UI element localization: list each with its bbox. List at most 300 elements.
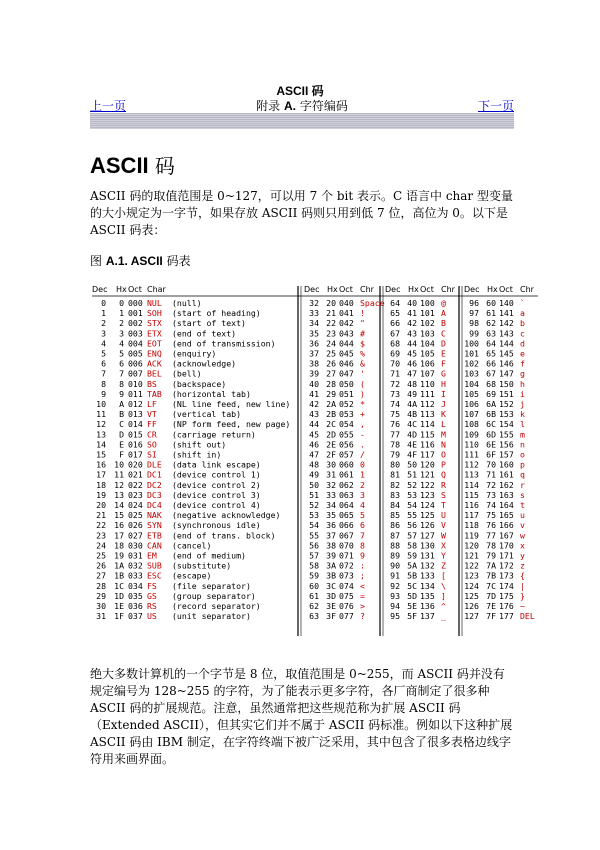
group-32-chr: # <box>360 328 365 339</box>
group-32-hx: 3B <box>326 570 336 581</box>
group-96-dec: 116 <box>464 500 479 510</box>
group-32-chr: & <box>360 358 365 369</box>
group-96-chr: p <box>520 459 525 470</box>
group-96-chr: { <box>520 570 525 581</box>
ctrl-abbr: FF <box>147 419 157 430</box>
header-char: Char <box>147 285 166 294</box>
group-64-chr: E <box>441 348 446 359</box>
group-32-oct: 065 <box>339 510 354 521</box>
ctrl-hx: 2 <box>119 318 124 329</box>
group-96-oct: 152 <box>499 399 514 409</box>
group-64-dec: 86 <box>390 520 400 531</box>
group-32-hx: 3A <box>326 560 336 571</box>
ctrl-dec: 2 <box>101 318 106 329</box>
group-32-chr: ! <box>360 308 365 319</box>
group-96-hx: 78 <box>486 540 496 551</box>
ctrl-oct: 004 <box>128 338 143 349</box>
ctrl-abbr: ESC <box>147 570 162 581</box>
ctrl-desc: (bell) <box>172 368 202 379</box>
group-96-chr: n <box>520 439 525 450</box>
ctrl-oct: 002 <box>128 318 143 329</box>
group-96-chr: t <box>520 500 525 510</box>
group-64-oct: 122 <box>420 479 435 490</box>
group-64-oct: 123 <box>420 489 435 500</box>
group-32-hx: 23 <box>326 328 336 339</box>
group-32-chr: ? <box>360 611 365 622</box>
intro-paragraph: ASCII 码的取值范围是 0~127，可以用 7 个 bit 表示。C 语言中 char 型变量的大小规定为一字节，如果存放 ASCII 码则只用到低 7 位，高位为 0。以下是 ASCII 码表： <box>90 189 513 237</box>
group-96-header-oct: Oct <box>499 285 513 294</box>
group-96-dec: 102 <box>464 358 479 369</box>
group-96-hx: 6D <box>486 429 496 440</box>
ctrl-abbr: EOT <box>147 338 162 349</box>
group-64-header-oct: Oct <box>420 285 434 294</box>
ctrl-hx: 1D <box>114 590 124 601</box>
group-32-chr: < <box>360 580 365 591</box>
group-32-chr: Space <box>360 298 385 308</box>
group-64-dec: 71 <box>390 368 400 379</box>
group-64-chr: O <box>441 449 446 460</box>
ctrl-oct: 030 <box>128 540 143 551</box>
ctrl-desc: (end of trans. block) <box>172 530 276 541</box>
ctrl-abbr: STX <box>147 318 162 329</box>
ctrl-hx: 10 <box>114 459 124 470</box>
group-32-chr: - <box>360 429 365 440</box>
ctrl-abbr: BS <box>147 378 157 389</box>
ctrl-abbr: CR <box>147 429 157 440</box>
ctrl-abbr: GS <box>147 590 157 601</box>
group-32-oct: 053 <box>339 409 354 420</box>
group-96-hx: 7E <box>486 601 496 611</box>
group-64-dec: 91 <box>390 570 400 581</box>
ctrl-dec: 25 <box>96 550 106 561</box>
ctrl-abbr: SYN <box>147 520 162 531</box>
group-32-oct: 043 <box>339 328 354 339</box>
group-96-chr: v <box>520 520 525 531</box>
group-96-oct: 160 <box>499 459 514 470</box>
group-64-dec: 90 <box>390 560 400 571</box>
ctrl-desc: (vertical tab) <box>172 409 242 420</box>
group-96-dec: 113 <box>464 469 479 480</box>
group-32-hx: 35 <box>326 510 336 521</box>
group-96-hx: 6A <box>486 399 496 409</box>
group-96-hx: 75 <box>486 510 496 521</box>
group-96-hx: 79 <box>486 550 496 561</box>
group-64-oct: 100 <box>420 298 435 308</box>
group-32-oct: 072 <box>339 560 354 571</box>
group-32-chr: 6 <box>360 520 365 531</box>
group-96-chr: e <box>520 348 525 359</box>
group-96-oct: 175 <box>499 590 514 601</box>
ctrl-hx: 15 <box>114 510 124 521</box>
group-96-oct: 157 <box>499 449 514 460</box>
group-96-hx: 74 <box>486 500 496 510</box>
group-64-oct: 116 <box>420 439 435 450</box>
group-32-dec: 52 <box>309 500 319 510</box>
group-64-dec: 80 <box>390 459 400 470</box>
group-64-dec: 88 <box>390 540 400 551</box>
group-32-oct: 054 <box>339 419 354 430</box>
group-64-dec: 87 <box>390 530 400 541</box>
group-32-hx: 38 <box>326 540 336 551</box>
group-64-hx: 56 <box>407 520 417 531</box>
group-64-chr: R <box>441 479 446 490</box>
group-32-dec: 61 <box>309 590 319 601</box>
group-64-dec: 69 <box>390 348 400 359</box>
ctrl-hx: 14 <box>114 500 124 510</box>
group-32-dec: 60 <box>309 580 319 591</box>
group-64-hx: 46 <box>407 358 417 369</box>
group-32-dec: 33 <box>309 308 319 319</box>
group-64-hx: 4D <box>407 429 417 440</box>
group-32-chr: $ <box>360 338 365 349</box>
group-64-oct: 110 <box>420 378 435 389</box>
ctrl-abbr: FS <box>147 580 157 591</box>
header-oct: Oct <box>128 285 142 294</box>
ctrl-desc: (start of heading) <box>172 308 261 319</box>
group-96-chr: DEL <box>520 611 535 622</box>
ctrl-dec: 0 <box>101 298 106 308</box>
next-page-link[interactable]: 下一页 <box>477 99 514 113</box>
group-32-dec: 34 <box>309 318 319 329</box>
ctrl-dec: 14 <box>96 439 106 450</box>
group-64-dec: 94 <box>390 601 400 611</box>
group-64-chr: N <box>441 439 446 450</box>
ctrl-desc: (device control 1) <box>172 469 261 480</box>
group-64-hx: 5A <box>407 560 417 571</box>
appendix-id: A. <box>284 99 296 113</box>
ctrl-oct: 007 <box>128 368 143 379</box>
group-32-oct: 064 <box>339 500 354 510</box>
ctrl-abbr: RS <box>147 601 157 611</box>
group-32-hx: 2E <box>326 439 336 450</box>
ctrl-abbr: CAN <box>147 540 162 551</box>
ctrl-desc: (NP form feed, new page) <box>172 419 291 430</box>
group-32-dec: 58 <box>309 560 319 571</box>
group-96-dec: 111 <box>464 449 479 460</box>
group-32-dec: 51 <box>309 489 319 500</box>
ctrl-oct: 017 <box>128 449 143 460</box>
ctrl-dec: 18 <box>96 479 106 490</box>
ctrl-dec: 5 <box>101 348 106 359</box>
group-32-dec: 37 <box>309 348 319 359</box>
ctrl-dec: 6 <box>101 358 106 369</box>
group-64-chr: M <box>441 429 446 440</box>
group-64-dec: 67 <box>390 328 400 339</box>
ctrl-hx: 1C <box>114 580 124 591</box>
group-96-hx: 66 <box>486 358 496 369</box>
group-96-hx: 61 <box>486 308 496 319</box>
ctrl-hx: 13 <box>114 489 124 500</box>
group-32-oct: 042 <box>339 318 354 329</box>
group-32-chr: ; <box>360 570 365 581</box>
group-96-hx: 7D <box>486 590 496 601</box>
group-32-hx: 22 <box>326 318 336 329</box>
group-96-oct: 145 <box>499 348 514 359</box>
group-32-dec: 45 <box>309 429 319 440</box>
group-96-dec: 114 <box>464 479 479 490</box>
group-32-chr: ) <box>360 388 365 399</box>
ctrl-desc: (unit separator) <box>172 611 251 622</box>
group-96-dec: 119 <box>464 530 479 541</box>
group-96-oct: 150 <box>499 378 514 389</box>
group-32-chr: 5 <box>360 510 365 521</box>
prev-page-link[interactable]: 上一页 <box>90 99 127 113</box>
group-96-dec: 110 <box>464 439 479 450</box>
group-96-oct: 173 <box>499 570 514 581</box>
group-32-dec: 39 <box>309 368 319 379</box>
group-64-oct: 111 <box>420 388 435 399</box>
group-32-dec: 32 <box>309 298 319 308</box>
group-32-oct: 050 <box>339 378 354 389</box>
group-32-chr: 9 <box>360 550 365 561</box>
group-96-oct: 144 <box>499 338 514 349</box>
group-96-dec: 124 <box>464 580 479 591</box>
group-32-oct: 066 <box>339 520 354 531</box>
group-64-oct: 136 <box>420 601 435 611</box>
group-64-dec: 85 <box>390 510 400 521</box>
group-64-hx: 54 <box>407 500 417 510</box>
ctrl-oct: 024 <box>128 500 143 510</box>
ctrl-hx: 6 <box>119 358 124 369</box>
group-96-oct: 174 <box>499 580 514 591</box>
group-32-hx: 3C <box>326 580 336 591</box>
ctrl-desc: (group separator) <box>172 590 256 601</box>
ctrl-hx: 5 <box>119 348 124 359</box>
group-96-oct: 155 <box>499 429 514 440</box>
ctrl-abbr: SUB <box>147 560 162 571</box>
extended-paragraph: 绝大多数计算机的一个字节是 8 位，取值范围是 0~255，而 ASCII 码并没有规定编号为 128~255 的字符，为了能表示更多字符，各厂商制定了很多种 ASCII 码的扩展规范。注意，虽然通常把这些规范称为扩展 ASCII 码（Extended ASCII），但其实它们并不属于 ASCII 码标准。例如以下这种扩展 ASCII 码由 IBM 制定，在字符终端下被广泛采用，其中包含了很多表格边线字符用来画界面。 <box>90 667 513 766</box>
group-64-chr: S <box>441 489 446 500</box>
group-32-hx: 31 <box>326 469 336 480</box>
group-64-chr: \ <box>441 580 446 591</box>
group-64-chr: D <box>441 338 446 349</box>
group-32-dec: 41 <box>309 388 319 399</box>
group-64-chr: U <box>441 510 446 521</box>
group-32-chr: 2 <box>360 479 365 490</box>
ctrl-abbr: NUL <box>147 298 162 308</box>
group-96-hx: 70 <box>486 459 496 470</box>
group-32-oct: 040 <box>339 298 354 308</box>
group-96-hx: 6E <box>486 439 496 450</box>
group-96-chr: s <box>520 489 525 500</box>
group-96-dec: 107 <box>464 409 479 420</box>
group-32-chr: , <box>360 419 365 430</box>
ctrl-hx: 1B <box>114 570 124 581</box>
group-32-dec: 36 <box>309 338 319 349</box>
group-32-hx: 24 <box>326 338 336 349</box>
group-96-chr: b <box>520 318 525 329</box>
group-32-hx: 25 <box>326 348 336 359</box>
section-heading-latin: ASCII <box>90 153 149 178</box>
group-96-dec: 127 <box>464 611 479 622</box>
group-32-oct: 056 <box>339 439 354 450</box>
ctrl-desc: (negative acknowledge) <box>172 510 281 521</box>
ctrl-abbr: SOH <box>147 308 162 319</box>
ctrl-oct: 031 <box>128 550 143 561</box>
ctrl-hx: A <box>119 399 124 409</box>
page-title: ASCII 码 <box>276 84 324 98</box>
group-96-chr: d <box>520 338 525 349</box>
group-96-chr: y <box>520 550 525 561</box>
group-32-hx: 21 <box>326 308 336 319</box>
group-96-chr: w <box>520 530 525 541</box>
group-32-oct: 052 <box>339 399 354 409</box>
group-32-dec: 49 <box>309 469 319 480</box>
group-32-hx: 2D <box>326 429 336 440</box>
group-64-hx: 5D <box>407 590 417 601</box>
group-32-hx: 2B <box>326 409 336 420</box>
ctrl-desc: (cancel) <box>172 540 212 551</box>
ctrl-dec: 3 <box>101 328 106 339</box>
ctrl-oct: 033 <box>128 570 143 581</box>
group-64-chr: V <box>441 520 446 531</box>
group-96-chr: a <box>520 308 525 319</box>
group-96-chr: l <box>520 419 525 430</box>
group-32-chr: 8 <box>360 540 365 551</box>
ctrl-dec: 27 <box>96 570 106 581</box>
ctrl-oct: 014 <box>128 419 143 430</box>
group-64-oct: 103 <box>420 328 435 339</box>
ctrl-oct: 016 <box>128 439 143 450</box>
ctrl-hx: 7 <box>119 368 124 379</box>
ctrl-oct: 022 <box>128 479 143 490</box>
ctrl-hx: 1 <box>119 308 124 319</box>
group-96-hx: 77 <box>486 530 496 541</box>
ctrl-desc: (carriage return) <box>172 429 256 440</box>
ctrl-oct: 036 <box>128 601 143 611</box>
group-32-hx: 2C <box>326 419 336 430</box>
appendix-name: 字符编码 <box>299 99 348 113</box>
group-96-hx: 65 <box>486 348 496 359</box>
group-32-chr: ( <box>360 378 365 389</box>
ctrl-desc: (device control 2) <box>172 479 261 490</box>
group-32-chr: % <box>360 348 365 359</box>
group-32-oct: 061 <box>339 469 354 480</box>
group-64-dec: 89 <box>390 550 400 561</box>
group-64-hx: 4F <box>407 449 417 460</box>
ctrl-hx: E <box>119 439 124 450</box>
group-96-chr: | <box>520 580 525 591</box>
group-64-oct: 132 <box>420 560 435 571</box>
group-96-oct: 164 <box>499 500 514 510</box>
group-64-hx: 50 <box>407 459 417 470</box>
group-96-chr: h <box>520 378 525 389</box>
group-64-chr: J <box>441 399 446 409</box>
ctrl-desc: (record separator) <box>172 601 261 611</box>
group-96-header-dec: Dec <box>464 285 480 294</box>
ctrl-desc: (end of text) <box>172 328 237 339</box>
group-64-dec: 68 <box>390 338 400 349</box>
group-64-chr: _ <box>441 611 446 622</box>
group-96-dec: 126 <box>464 601 479 611</box>
group-64-oct: 102 <box>420 318 435 329</box>
ctrl-dec: 1 <box>101 308 106 319</box>
group-32-oct: 063 <box>339 489 354 500</box>
ctrl-hx: 1E <box>114 601 124 611</box>
group-96-hx: 62 <box>486 318 496 329</box>
ctrl-dec: 10 <box>96 399 106 409</box>
group-64-hx: 52 <box>407 479 417 490</box>
group-64-hx: 5C <box>407 580 417 591</box>
ctrl-hx: 11 <box>114 469 124 480</box>
group-32-dec: 54 <box>309 520 319 531</box>
group-64-dec: 65 <box>390 308 400 319</box>
group-64-hx: 42 <box>407 318 417 329</box>
group-64-chr: K <box>441 409 446 420</box>
group-64-hx: 58 <box>407 540 417 551</box>
group-96-dec: 97 <box>469 308 479 319</box>
group-96-dec: 103 <box>464 368 479 379</box>
group-64-chr: G <box>441 368 446 379</box>
ctrl-desc: (data link escape) <box>172 459 261 470</box>
group-64-dec: 75 <box>390 409 400 420</box>
ctrl-desc: (end of transmission) <box>172 338 276 349</box>
ctrl-abbr: ACK <box>147 358 162 369</box>
group-64-hx: 45 <box>407 348 417 359</box>
group-96-dec: 106 <box>464 399 479 409</box>
group-32-chr: = <box>360 590 365 601</box>
group-96-oct: 162 <box>499 479 514 490</box>
ctrl-dec: 23 <box>96 530 106 541</box>
group-32-oct: 076 <box>339 601 354 611</box>
group-32-dec: 43 <box>309 409 319 420</box>
group-64-hx: 4B <box>407 409 417 420</box>
group-32-hx: 28 <box>326 378 336 389</box>
group-32-chr: ' <box>360 368 365 379</box>
ctrl-desc: (NL line feed, new line) <box>172 399 291 409</box>
ctrl-oct: 005 <box>128 348 143 359</box>
ctrl-dec: 19 <box>96 489 106 500</box>
ctrl-hx: 1F <box>114 611 124 622</box>
group-64-hx: 44 <box>407 338 417 349</box>
group-96-chr: x <box>520 540 525 551</box>
group-64-chr: X <box>441 540 446 551</box>
group-32-oct: 047 <box>339 368 354 379</box>
group-64-oct: 112 <box>420 399 435 409</box>
group-64-oct: 127 <box>420 530 435 541</box>
ctrl-oct: 035 <box>128 590 143 601</box>
ctrl-oct: 021 <box>128 469 143 480</box>
group-32-oct: 055 <box>339 429 354 440</box>
group-64-chr: F <box>441 358 446 369</box>
group-96-dec: 117 <box>464 510 479 521</box>
group-96-dec: 112 <box>464 459 479 470</box>
group-64-oct: 115 <box>420 429 435 440</box>
group-32-hx: 26 <box>326 358 336 369</box>
group-96-chr: } <box>520 590 525 601</box>
group-96-chr: j <box>520 399 525 409</box>
group-96-oct: 167 <box>499 530 514 541</box>
ctrl-oct: 003 <box>128 328 143 339</box>
ctrl-dec: 15 <box>96 449 106 460</box>
group-64-dec: 83 <box>390 489 400 500</box>
group-32-dec: 44 <box>309 419 319 430</box>
group-64-hx: 5B <box>407 570 417 581</box>
ctrl-oct: 023 <box>128 489 143 500</box>
ctrl-desc: (null) <box>172 298 202 308</box>
group-96-dec: 109 <box>464 429 479 440</box>
ctrl-dec: 16 <box>96 459 106 470</box>
group-64-oct: 121 <box>420 469 435 480</box>
group-96-chr: ~ <box>520 601 525 611</box>
group-64-oct: 130 <box>420 540 435 551</box>
group-64-dec: 73 <box>390 388 400 399</box>
ctrl-hx: 8 <box>119 378 124 389</box>
ctrl-abbr: VT <box>147 409 157 420</box>
group-32-chr: 0 <box>360 459 365 470</box>
group-96-oct: 140 <box>499 298 514 308</box>
group-64-oct: 135 <box>420 590 435 601</box>
